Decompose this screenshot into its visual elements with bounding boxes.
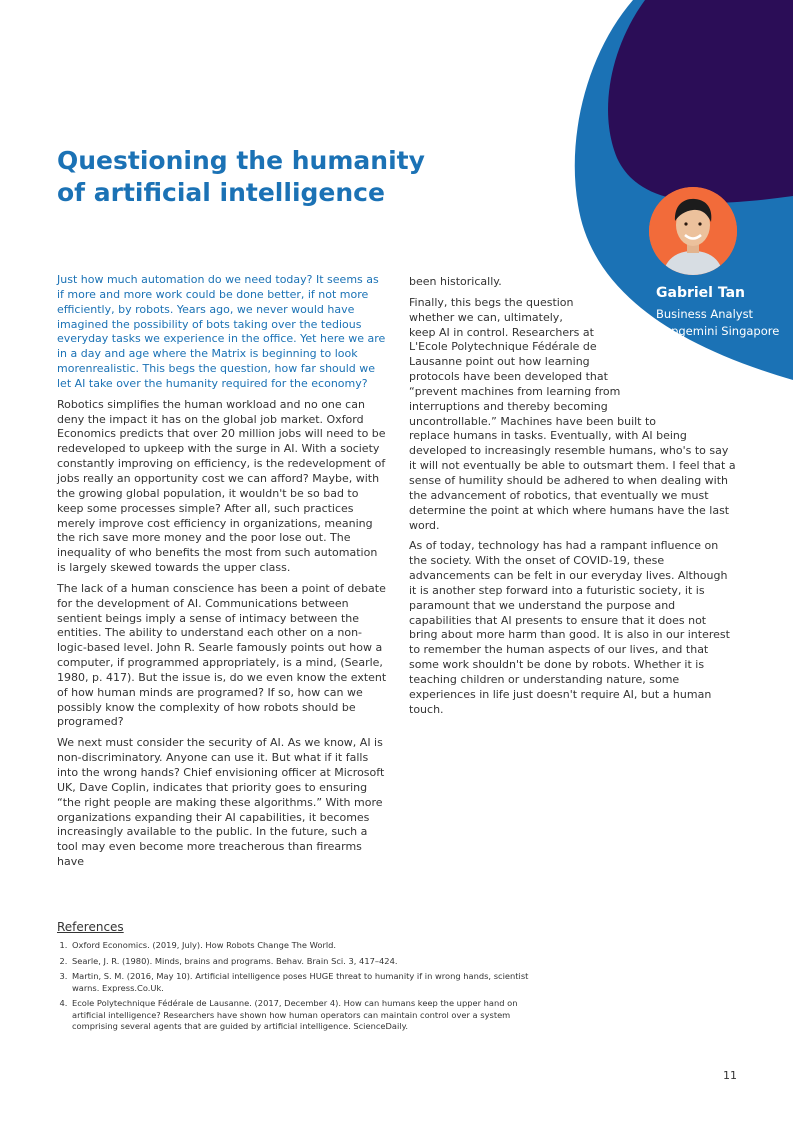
references-list	[57, 940, 537, 1033]
body-paragraph: Finally, this begs the question whether we can, ultimately, keep AI in control. Researchers at L'Ecole Polytechnique Fédérale de Lausanne point out how learning protocols have been developed that “prevent machines from learning from interruptions and thereby becoming uncontrollable.” Machines have been built to replace humans in tasks. Eventually, with AI being developed to increasingly resemble humans, who's to say it will not eventually be able to outsmart them. I feel that a sense of humility should be adhered to when dealing with the advancement of robotics, that eventually we must determine the point at which where humans have the last word.	[409, 295, 736, 532]
purple-wave-shape	[608, 0, 793, 203]
reference-item: 3. Martin, S. M. (2016, May 10). Artificial intelligence poses HUGE threat to humanity if in wrong hands, scientist warns. Express.Co.Uk.	[70, 971, 537, 994]
author-photo	[649, 187, 737, 275]
article-right-column	[409, 275, 736, 723]
page-number: 11	[723, 1069, 737, 1082]
reference-item: 4. Ecole Polytechnique Fédérale de Lausanne. (2017, December 4). How can humans keep the upper hand on artificial intelligence? Researchers have shown how human operators can maintain control over a system comprising several agents that are guided by artificial intelligence. ScienceDaily.	[70, 998, 537, 1033]
article-left-column	[57, 273, 387, 876]
author-name: Gabriel Tan	[656, 285, 745, 301]
body-paragraph: We next must consider the security of AI. As we know, AI is non-discriminatory. Anyone can use it. But what if it falls into the wrong hands? Chief envisioning officer at Microsoft UK, Dave Coplin, indicates that priority goes to ensuring “the right people are making these algorithms.” With more organizations expanding their AI capabilities, it becomes increasingly available to the public. In the future, such a tool may even become more treacherous than firearms have	[57, 736, 385, 869]
body-paragraph: The lack of a human conscience has been a point of debate for the development of AI. Communications between sentient beings imply a sense of intimacy between the entities. The ability to understand each other on a non-logic-based level. John R. Searle famously points out how a computer, if programmed appropriately, is a mind, (Searle, 1980, p. 417). But the issue is, do we even know the extent of how human minds are programed? If so, how can we possibly know the complexity of how robots should be programed?	[57, 581, 387, 729]
author-role: Business Analyst	[656, 307, 754, 321]
intro-paragraph: Just how much automation do we need today? It seems as if more and more work could be done better, if not more efficiently, by robots. Years ago, we never would have imagined the possibility of bots taking over the tedious everyday tasks we experience in the office. Yet here we are in a day and age where the Matrix is beginning to look morenrealistic. This begs the question, how far should we let AI take over the humanity required for the economy?	[57, 273, 386, 390]
references-heading: References	[57, 920, 124, 934]
article-title: Questioning the humanity of artificial intelligence	[57, 146, 425, 207]
reference-item: 1. Oxford Economics. (2019, July). How Robots Change The World.	[70, 940, 537, 952]
reference-item: 2. Searle, J. R. (1980). Minds, brains and programs. Behav. Brain Sci. 3, 417–424.	[70, 956, 537, 968]
author-organization: Capgemini Singapore	[656, 324, 780, 338]
body-paragraph: As of today, technology has had a rampant influence on the society. With the onset of COVID-19, these advancements can be felt in our everyday lives. Although it is another step forward into a futuristic society, it is paramount that we understand the purpose and capabilities that AI presents to ensure that it does not bring about more harm than good. It is also in our interest to remember the human aspects of our lives, and that some work shouldn't be done by robots. Whether it is teaching children or understanding nature, some experiences in life just doesn't require AI, but a human touch.	[409, 539, 730, 716]
body-paragraph: Robotics simplifies the human workload and no one can deny the impact it has on the global job market. Oxford Economics predicts that over 20 million jobs will need to be redeveloped to upkeep with the surge in AI. With a society constantly improving on efficiency, is the redevelopment of jobs really an opportunity cost we can afford? Maybe, with the growing global population, it wouldn't be so bad to keep some processes simple? After all, such practices merely improve cost efficiency in organizations, meaning the rich save more money and the poor lose out. The inequality of who benefits the most from such automation is largely skewed towards the upper class.	[57, 397, 386, 575]
person-portrait-icon	[649, 187, 737, 275]
body-paragraph: been historically.	[409, 275, 502, 288]
references-section	[57, 920, 537, 1037]
